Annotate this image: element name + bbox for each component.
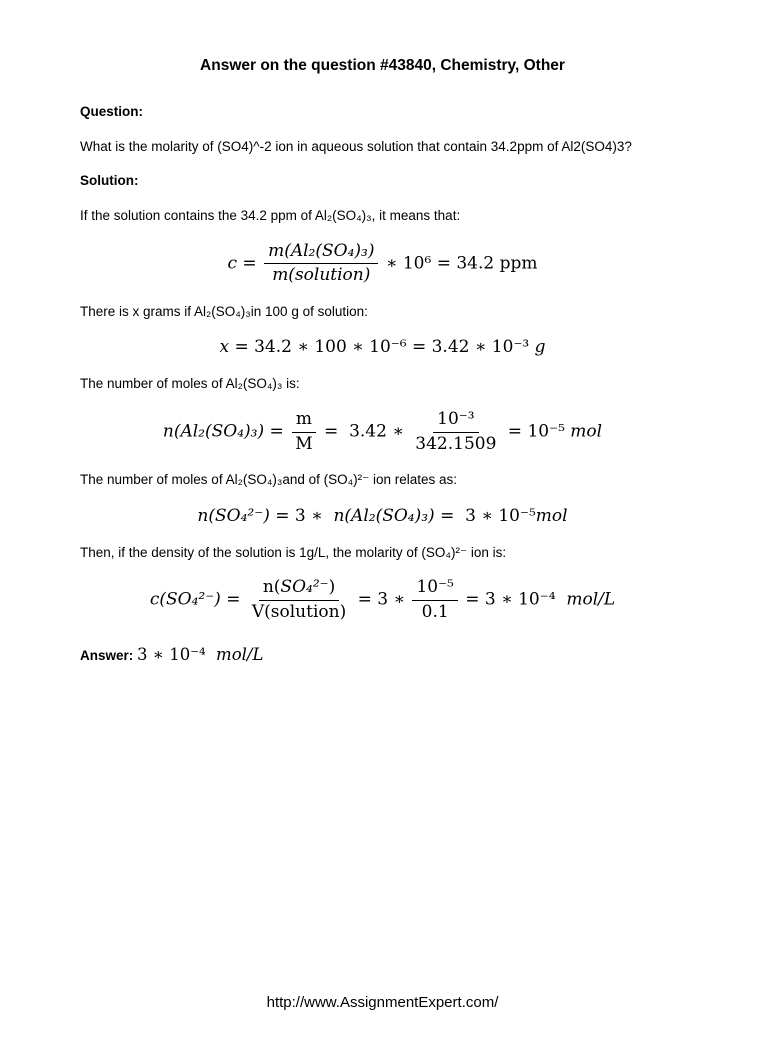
formula-lhs: x: [219, 337, 230, 358]
fraction-numerator: [259, 578, 339, 601]
fraction: [264, 242, 378, 286]
numerator-suffix: ): [328, 577, 336, 598]
fraction-numerator: m: [292, 410, 316, 433]
fraction-denominator: m(solution): [272, 265, 371, 286]
formula-mid: = 3 ∗: [269, 505, 334, 526]
formula-term: n(Al₂(SO₄)₃): [333, 505, 435, 526]
fraction-value: [412, 578, 457, 622]
answer-label: Answer:: [80, 647, 134, 663]
page-title: Answer on the question #43840, Chemistry, Other: [200, 57, 565, 74]
solution-paragraph-2: There is x grams if Al₂(SO₄)₃in 100 g of solution:: [80, 303, 368, 319]
formula-lhs: c: [227, 253, 238, 274]
equals-sign: =: [237, 253, 263, 274]
fraction-denominator: 0.1: [421, 601, 449, 622]
formula-body: = 34.2 ∗ 100 ∗ 10⁻⁶ = 3.42 ∗ 10⁻³: [229, 337, 535, 358]
formula-mid: = 3.42 ∗: [318, 421, 410, 442]
footer-url: http://www.AssignmentExpert.com/: [266, 994, 499, 1011]
numerator-prefix: n(: [262, 577, 281, 598]
formula-moles-al2so43: [80, 410, 685, 454]
question-text: What is the molarity of (SO4)^-2 ion in aqueous solution that contain 34.2ppm of Al2(SO4)3?: [80, 138, 632, 154]
formula-mid: = 3 ∗: [352, 589, 411, 610]
formula-lhs: c(SO₄²⁻): [149, 589, 221, 610]
numerator-variable: SO₄²⁻: [280, 577, 329, 598]
fraction-denominator: M: [295, 433, 313, 454]
solution-paragraph-1: If the solution contains the 34.2 ppm of Al₂(SO₄)₃, it means that:: [80, 208, 461, 224]
fraction-denominator: V(solution): [251, 601, 347, 622]
solution-paragraph-5: Then, if the density of the solution is 1g/L, the molarity of (SO₄)²⁻ ion is:: [80, 544, 507, 560]
solution-paragraph-3: The number of moles of Al₂(SO₄)₃ is:: [80, 376, 300, 392]
fraction-denominator: 342.1509: [415, 433, 497, 454]
equals-sign: =: [264, 421, 290, 442]
formula-moles-sulfate-ratio: [80, 506, 685, 527]
formula-ppm-definition: [80, 242, 685, 286]
fraction-numerator: 10⁻⁵: [412, 578, 457, 601]
solution-label: Solution:: [80, 173, 139, 189]
formula-unit: g: [534, 337, 546, 358]
question-label: Question:: [80, 104, 143, 120]
formula-result: = 3 ∗ 10⁻⁴: [459, 589, 567, 610]
answer-line: [80, 645, 685, 664]
formula-result: = 10⁻⁵: [502, 421, 571, 442]
equals-sign: =: [220, 589, 246, 610]
formula-unit: mol: [570, 421, 603, 442]
formula-lhs: n(Al₂(SO₄)₃): [162, 421, 265, 442]
formula-mass-x: [80, 337, 685, 358]
answer-value: 3 ∗ 10⁻⁴: [137, 644, 217, 664]
solution-paragraph-4: The number of moles of Al₂(SO₄)₃and of (SO₄)²⁻ ion relates as:: [80, 472, 458, 488]
formula-rhs: ∗ 10⁶ = 34.2 ppm: [380, 253, 538, 274]
formula-result: = 3 ∗ 10⁻⁵: [434, 505, 536, 526]
fraction-m-over-M: [291, 410, 316, 454]
fraction-mass-over-molar-mass: [411, 410, 500, 454]
formula-unit: mol/L: [566, 589, 616, 610]
formula-unit: mol: [535, 505, 568, 526]
formula-lhs: n(SO₄²⁻): [197, 505, 270, 526]
answer-unit: mol/L: [216, 644, 264, 664]
fraction-numerator: 10⁻³: [433, 410, 478, 433]
formula-molarity-sulfate: [80, 578, 685, 622]
fraction-numerator: m(Al₂(SO₄)₃): [264, 242, 378, 265]
fraction-n-over-V: [248, 578, 350, 622]
